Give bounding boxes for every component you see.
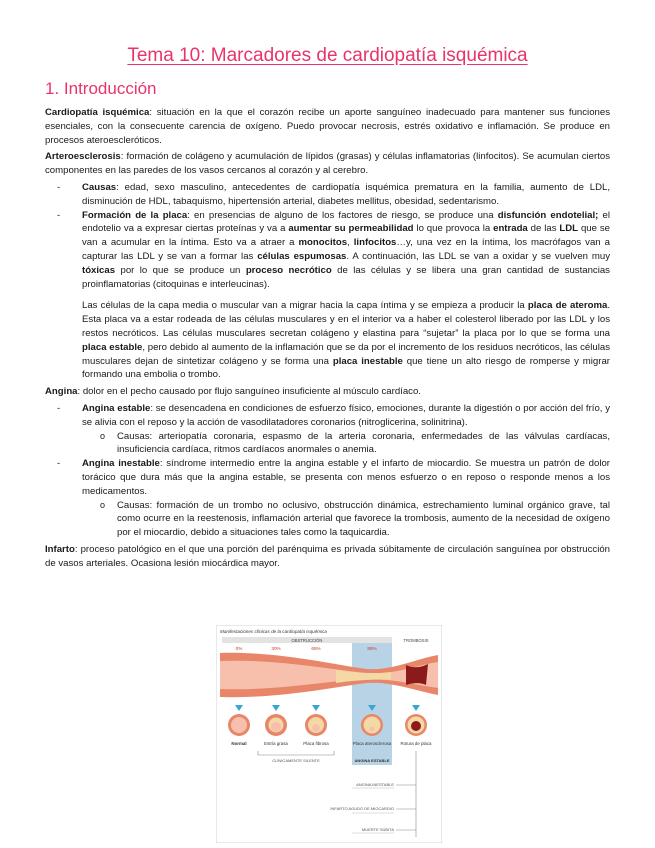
- text: Las células de la capa media o muscular van a migrar hacia la capa íntima y se empieza a producir la: [82, 300, 528, 312]
- thrombosis-label: TROMBOSIS: [403, 638, 429, 643]
- paragraph-cardiopatia: [45, 106, 610, 147]
- keyword: proceso necrótico: [245, 264, 332, 276]
- cross-section-thrombus: [411, 721, 421, 731]
- keyword: entrada: [493, 223, 528, 235]
- list-item-angina-inestable: [45, 457, 610, 540]
- cross-section-lumen: [312, 724, 320, 732]
- text: por lo que se produce un: [115, 264, 246, 276]
- list-item-formacion-placa: [45, 209, 610, 292]
- stage-label-fatty-streak: Estría grasa: [264, 741, 288, 746]
- text: de las células y se libera una gran cantidad de sustancias proinflamatorias (citoquinas e interleucinas).: [82, 264, 610, 290]
- keyword: linfocitos: [353, 237, 397, 249]
- item-text: : edad, sexo masculino, antecedentes de cardiopatía isquémica prematura en la familia, aumento de LDL, disminución de HDL, tabaquismo, hipertensión arterial, diabetes mellitus, obesidad, sedentarismo.: [82, 181, 610, 207]
- clinically-silent-label: CLÍNICAMENTE SILENTE: [272, 758, 320, 763]
- cross-section-lumen: [271, 722, 281, 732]
- sublist: [82, 430, 610, 458]
- section-heading-introduccion: 1. Introducción: [45, 79, 157, 98]
- text: ,: [347, 237, 354, 249]
- stage-label-atherosclerotic-plaque: Placa aterosclerosa: [352, 741, 392, 746]
- list-angina: [45, 402, 610, 540]
- text: que se van a acumular en la íntima. Esto va a atraer a: [82, 223, 610, 249]
- list-arteroesclerosis: [45, 181, 610, 291]
- keyword: tóxicas: [82, 264, 116, 276]
- ischemic-heart-disease-figure: [216, 625, 442, 843]
- paragraph-text: : dolor en el pecho causado por flujo sanguíneo insuficiente al músculo cardíaco.: [77, 386, 421, 398]
- keyword: LDL: [559, 223, 579, 235]
- keyword: células espumosas: [257, 250, 347, 262]
- highlight-column: [352, 641, 392, 765]
- item-text: : síndrome intermedio entre la angina estable y el infarto de miocardio. Se muestra un patrón de dolor torácico que dura más que la angina estable, se presenta con menos esfuerzo o en reposo o responde menos a los medicamentos.: [82, 458, 611, 497]
- figure-illustration: [216, 625, 442, 843]
- sublist: [82, 499, 610, 540]
- paragraph-arteroesclerosis: [45, 150, 610, 178]
- keyword: disfunción endotelial;: [497, 209, 599, 221]
- item-text: : se desencadena en condiciones de esfuerzo físico, emociones, durante la digestión o por acción del frío, y se alivia con el reposo y la acción de vasodilatadores coronarios (nitroglicerina, solinitrina).: [82, 402, 610, 428]
- text: , pero debido al aumento de la inflamación que se da por el incremento de los residuos necróticos, las células musculares dejan de sintetizar colágeno y se forma una: [82, 341, 610, 367]
- percentage-label: 85%: [367, 646, 377, 651]
- text: . A continuación, las LDL se van a oxidar y se vuelven muy: [346, 250, 610, 262]
- paragraph-text: : proceso patológico en el que una porción del parénquima es privada súbitamente de circulación sanguínea por obstrucción de vasos arteriales. Ocasiona lesión miocárdica mayor.: [45, 543, 610, 569]
- stage-label-plaque-rupture: Rotura de placa: [400, 741, 432, 746]
- text: …y, una vez en la íntima, los macrófagos van a capturar las LDL y se van a formar las: [82, 237, 611, 262]
- term: Angina inestable: [82, 458, 160, 470]
- paragraph-placa-ateroma: [45, 299, 610, 382]
- keyword: placa inestable: [332, 355, 403, 367]
- sublist-item-causas: o Causas: formación de un trombo no oclusivo, obstrucción dinámica, estrechamiento luminal orgánico grave, tal como ocurre en la reestenosis, inflamación arterial que favorece la trombosis, aumento de la necesidad de oxígeno por el miocardio, debido a situaciones tales como la taquicardia.: [100, 499, 610, 540]
- paragraph-text: : situación en la que el corazón recibe un aporte sanguíneo inadecuado para mantener sus funciones esenciales, con la consecuente carencia de oxígeno. Puedo provocar necrosis, estrés oxidativo e inflamación. Se produce en procesos ateroescleróticos.: [45, 107, 610, 146]
- term: Infarto: [45, 543, 75, 555]
- sublist-item-causas: o Causas: arteriopatía coronaria, espasmo de la arteria coronaria, enfermedades de las válvulas cardíacas, insuficiencia cardíaca, ritmos cardíacos anormales o anemia.: [100, 430, 610, 458]
- text: el endotelio va a expresar ciertas proteínas y va a: [82, 209, 610, 235]
- outcome-acute-mi: INFARTO AGUDO DE MIOCARDIO: [330, 806, 394, 811]
- figure-caption: Manifestaciones clínicas de la cardiopatía isquémica: [220, 629, 327, 634]
- text: lo que provoca la: [413, 223, 494, 235]
- outcome-sudden-death: MUERTE SÚBITA: [361, 827, 394, 832]
- keyword: monocitos: [298, 237, 348, 249]
- list-item-angina-estable: [45, 402, 610, 457]
- percentage-label: 0%: [235, 646, 243, 651]
- cross-section-lumen: [370, 727, 375, 732]
- term: Angina: [45, 386, 78, 398]
- term: Angina estable: [82, 402, 151, 414]
- keyword: aumentar su permeabilidad: [288, 223, 414, 235]
- text: que tiene un alto riesgo de romperse y migrar formando una embolia o trombo.: [82, 355, 610, 381]
- outcome-unstable-angina: ANGINA INESTABLE: [356, 782, 394, 787]
- term: Formación de la placa: [82, 209, 188, 221]
- percentage-label: 65%: [311, 646, 321, 651]
- list-item-causas: [45, 181, 610, 209]
- text: . Esta placa va a estar rodeada de las células musculares y en el interior va a haber el colesterol liberado por las LDL y los restos necróticos. Las células musculares secretan colágeno y elastina para “sujetar” la placa por lo que se forma una: [82, 300, 611, 339]
- paragraph-infarto: [45, 543, 610, 571]
- stage-label-fibrous-plaque: Placa fibrosa: [303, 741, 329, 746]
- keyword: placa de ateroma: [527, 300, 608, 312]
- keyword: placa estable: [82, 341, 143, 353]
- term: Cardiopatía isquémica: [45, 107, 150, 118]
- paragraph-text: : formación de colágeno y acumulación de lípidos (grasas) y células inflamatorias (linfocitos). Se acumulan ciertos componentes en las paredes de los vasos cercanos al corazón y al cerebro.: [45, 151, 610, 177]
- stage-label-normal: Normal: [231, 741, 247, 746]
- obstruction-label: OBSTRUCCIÓN: [291, 638, 323, 643]
- stable-angina-label: ANGINA ESTABLE: [354, 758, 390, 763]
- text: : en presencias de alguno de los factores de riesgo, se produce una: [187, 209, 498, 221]
- text: de las: [527, 223, 560, 235]
- paragraph-angina: [45, 385, 610, 399]
- cross-section-lumen: [231, 717, 247, 733]
- term: Causas: [82, 181, 117, 193]
- percentage-label: 30%: [271, 646, 281, 651]
- page-title: Tema 10: Marcadores de cardiopatía isquémica: [127, 45, 528, 66]
- term: Arteroesclerosis: [45, 151, 121, 163]
